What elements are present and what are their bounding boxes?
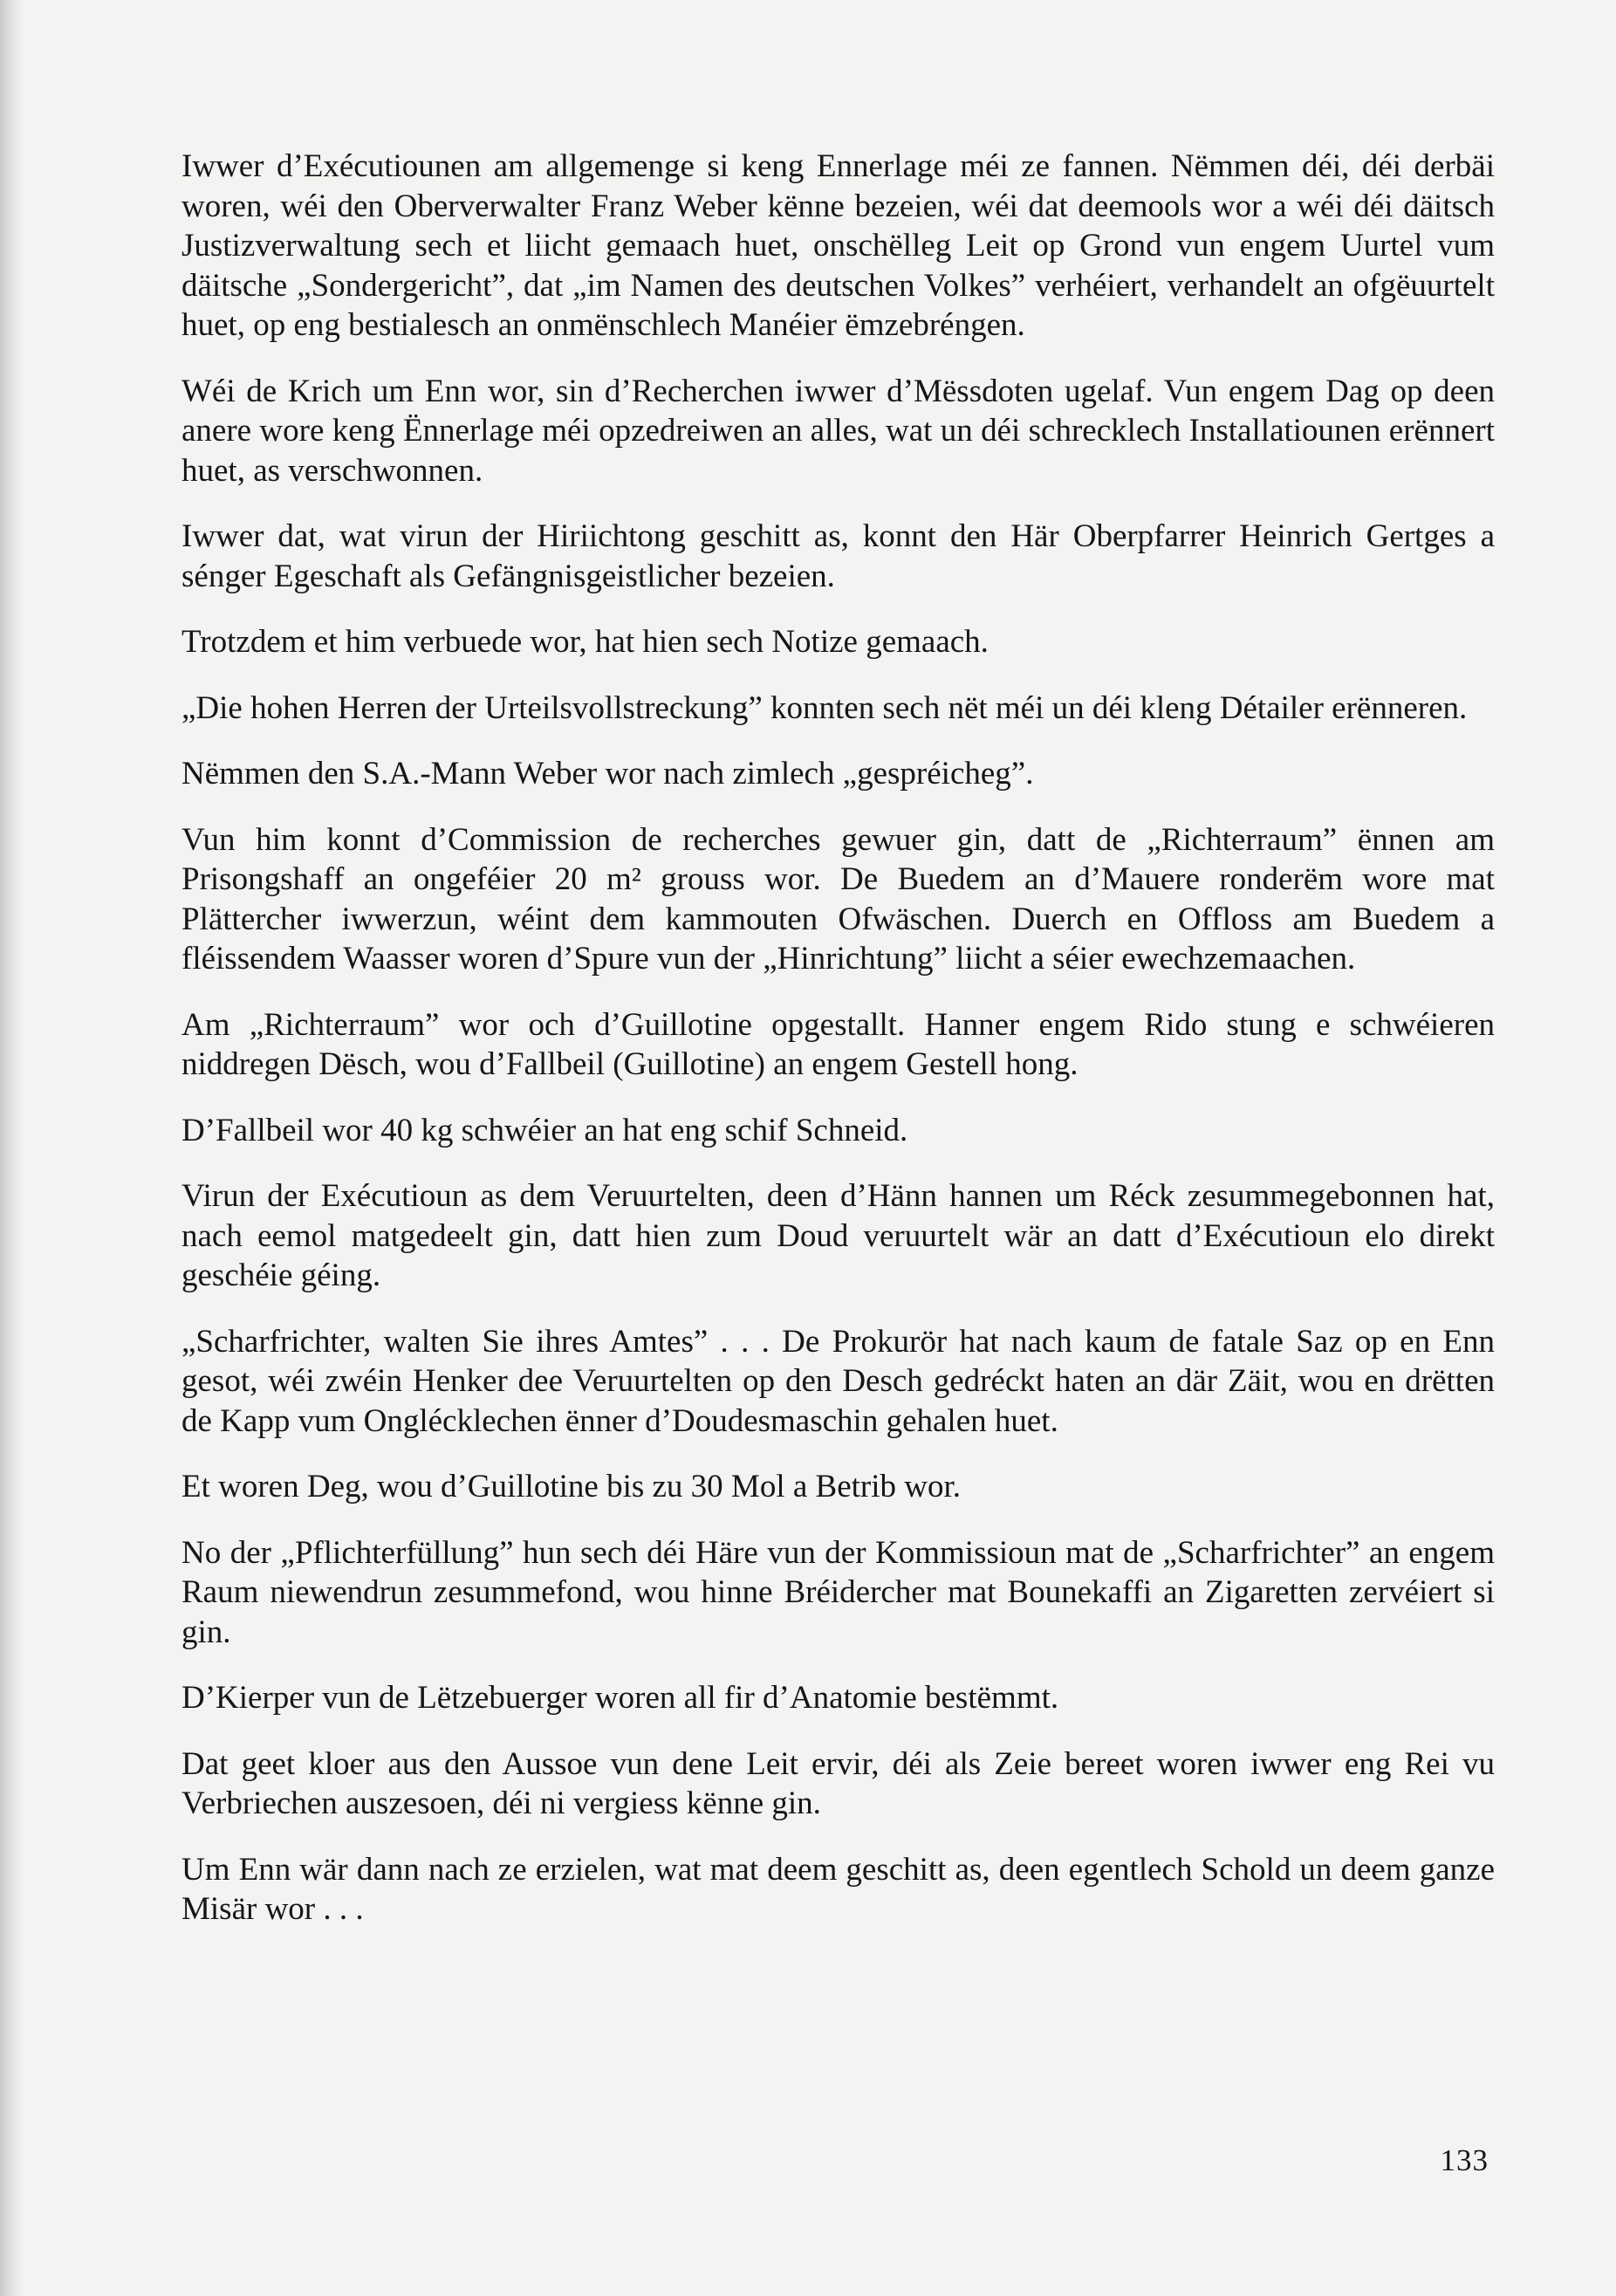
paragraph-14: D’Kierper vun de Lëtzebuerger woren all fir d’Anatomie bestëmmt. (181, 1680, 1059, 1716)
paragraph-3: Iwwer dat, wat virun der Hiriichtong geschitt as, konnt den Här Oberpfarrer Heinrich Gertges a sénger Egeschaft als Gefängnisgeistlicher bezeien. (181, 518, 1495, 594)
paragraph-6: Nëmmen den S.A.-Mann Weber wor nach zimlech „gespréicheg”. (181, 756, 1034, 792)
paragraph-2: Wéi de Krich um Enn wor, sin d’Recherchen iwwer d’Mëssdoten ugelaf. Vun engem Dag op deen anere wore keng Ënnerlage méi opzedreiwen an alles, wat un déi schrecklech Installatiounen erënnert huet, as verschwonnen. (181, 373, 1495, 489)
paragraph-5: „Die hohen Herren der Urteilsvollstreckung” konnten sech nët méi un déi kleng Détailer erënneren. (181, 689, 1468, 726)
paragraph-15: Dat geet kloer aus den Aussoe vun dene Leit ervir, déi als Zeie bereet woren iwwer eng Rei vu Verbriechen auszesoen, déi ni vergiess kënne gin. (181, 1745, 1495, 1821)
page-number: 133 (1440, 2143, 1489, 2177)
paragraph-11: „Scharfrichter, walten Sie ihres Amtes” . . . De Prokurör hat nach kaum de fatale Saz op en Enn gesot, wéi zwéin Henker dee Veruurtelten op den Desch gedréckt haten an där Zäit, wou en drëtten de Kapp vum Onglécklechen ënner d’Doudesmaschin gehalen huet. (181, 1323, 1495, 1439)
paragraph-12: Et woren Deg, wou d’Guillotine bis zu 30 Mol a Betrib wor. (181, 1469, 962, 1504)
paragraph-10: Virun der Exécutioun as dem Veruurtelten, deen d’Hänn hannen um Réck zesummegebonnen hat, nach eemol matgedeelt gin, datt hien zum Doud veruurtelt wär an datt d’Exécutioun elo direkt geschéie géing. (181, 1178, 1495, 1293)
paragraph-7: Vun him konnt d’Commission de recherches gewuer gin, datt de „Richterraum” ënnen am Prisongshaff an ongeféier 20 m² grouss wor. De Buedem an d’Mauere ronderëm wore mat Plättercher iwwerzun, wéint dem kammouten Ofwäschen. Duerch en Offloss am Buedem a fléissendem Waasser woren d’Spure vun der „Hinrichtung” liicht a séier ewechzemaachen. (181, 821, 1495, 977)
body-text (181, 147, 1495, 1956)
paragraph-1: Iwwer d’Exécutiounen am allgemenge si keng Ennerlage méi ze fannen. Nëmmen déi, déi derbäi woren, wéi den Oberverwalter Franz Weber kënne bezeien, wéi dat deemools wor a wéi déi däitsch Justizverwaltung sech et liicht gemaach huet, onschëlleg Leit op Grond vun engem Uurtel vum däitsche „Sondergericht”, dat „im Namen des deutschen Volkes” verhéiert, verhandelt an ofgëuurtelt huet, op eng bestialesch an onmënschlech Manéier ëmzebréngen. (181, 148, 1495, 343)
paragraph-4: Trotzdem et him verbuede wor, hat hien sech Notize gemaach. (181, 624, 989, 660)
paragraph-16: Um Enn wär dann nach ze erzielen, wat mat deem geschitt as, deen egentlech Schold un deem ganze Misär wor . . . (181, 1851, 1495, 1927)
page-binding-edge (0, 0, 23, 2296)
paragraph-13: No der „Pflichterfüllung” hun sech déi Häre vun der Kommissioun mat de „Scharfrichter” an engem Raum niewendrun zesummefond, wou hinne Bréidercher mat Bounekaffi an Zigaretten zervéiert si gin. (181, 1534, 1495, 1650)
paragraph-9: D’Fallbeil wor 40 kg schwéier an hat eng schif Schneid. (181, 1112, 908, 1148)
paragraph-8: Am „Richterraum” wor och d’Guillotine opgestallt. Hanner engem Rido stung e schwéieren niddregen Dësch, wou d’Fallbeil (Guillotine) an engem Gestell hong. (181, 1006, 1495, 1082)
